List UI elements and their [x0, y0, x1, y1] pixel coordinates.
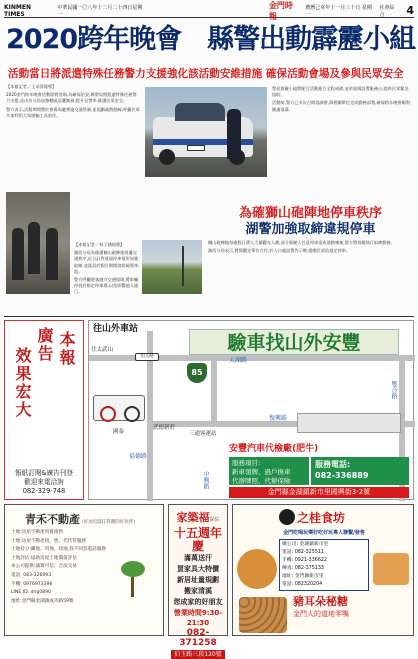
main-headline: 2020跨年晚會 縣警出動霹靂小組 — [6, 24, 416, 55]
road-label: 中興路 — [202, 471, 209, 489]
road — [211, 361, 217, 421]
promo-line: 搬家清溪 — [184, 587, 212, 595]
motorcycle-icon — [93, 395, 145, 421]
road-label: 太湖路 — [229, 357, 248, 364]
list-item: 地址:金門縣金湖鎮成功路59號 — [11, 598, 74, 604]
services-box — [229, 457, 309, 485]
food-slogan-sub: 金門人的道地零嘴 — [293, 610, 349, 618]
roundabout-label: 伯玉路 — [135, 353, 159, 361]
snack-pile-photo — [239, 597, 287, 633]
pole — [182, 246, 184, 286]
info-line: 傳真: 082-375133 — [282, 566, 324, 571]
shop-logo-icon — [279, 509, 295, 525]
furniture-ad — [168, 504, 228, 658]
services-line2: 代辦牌照、代辦保險 — [232, 477, 291, 485]
phone-box — [311, 457, 409, 485]
road-label: 復興路 — [269, 415, 288, 422]
food-shop-ad — [232, 504, 414, 636]
tree-icon — [117, 559, 151, 599]
real-estate-name: 青禾不動產 — [25, 513, 80, 526]
paragraph: 湖西分局表示,將與觀光單位合作,於入口處設置告示牌,提醒民眾依規定停車。 — [208, 248, 351, 254]
shop-building — [297, 413, 401, 433]
furniture-title — [169, 509, 227, 525]
promo-line: 新居址量規劃 — [177, 576, 219, 584]
list-item: 本公司提供:誠實可信、合法交易 — [11, 564, 77, 570]
officer-figure — [46, 228, 58, 280]
list-item: 電話: 083-326093 — [11, 572, 52, 578]
paragraph: 湖西分局為維護獅山砲陣地周邊交通秩序,近日針對違規停車情形加強取締,並派員於假日期間協助疏導車流。 — [74, 250, 139, 274]
info-line: 手機: 0921-336622 — [282, 558, 327, 563]
food-photo — [237, 549, 277, 589]
list-item: 土地持分:購地、買地、找地,找不回答電話服務 — [11, 547, 106, 553]
masthead — [4, 0, 414, 21]
road-label: 雙合路 — [390, 381, 397, 399]
story2-headline-line2: 湖警加強取締違規停車 — [245, 222, 376, 237]
house-ad-contact: 報紙訂閱&廣告刊登 歡迎來電洽詢 082-329-748 — [15, 469, 73, 495]
info-line: 電話: 082320204 — [282, 582, 323, 587]
promo-line: 買家具大特價 — [177, 565, 219, 573]
hill-photo — [142, 240, 202, 294]
food-shop-info — [279, 539, 369, 591]
promo-line: 您成家的好朋友 — [173, 598, 223, 606]
phone-number: 082-336889 — [315, 471, 369, 480]
story2-column-1 — [74, 242, 140, 298]
page-number: 4 — [406, 4, 414, 17]
shop-name: 安豐汽車代檢廠(肥牛) — [229, 444, 319, 454]
list-item: LINE ID: dng0890 — [11, 590, 52, 596]
story1-column-2 — [272, 86, 412, 198]
inspection-station-map-ad — [88, 320, 414, 500]
house-ad-line1: 本報 — [57, 331, 76, 367]
real-estate-title — [25, 511, 135, 527]
swat-team-photo — [6, 192, 70, 294]
house-ad-line2: 廣告 — [35, 327, 54, 363]
map-top-label: 往山外車站 — [93, 324, 139, 334]
info-line: 電話: 082-325511 — [282, 550, 324, 555]
road-label: 福德路 — [129, 453, 148, 460]
sub-headline: 活動當日將派遣特殊任務警力支援強化該活動安維措施 確保活動會場及參與民眾安全 — [8, 68, 404, 80]
house-ad — [4, 320, 84, 500]
paragraph: 2020金門跨年晚會活動即將登場,為確保治安,縣警局將派遣特殊任務警力支援,並由各分局加強轄區巡邏勤務,提升見警率,維護民眾安全。 — [6, 92, 137, 104]
paragraph: 活動前,警方已多次召開協調會,與相關單位完成勤務部署,確保跨年晚會順利圓滿落幕。 — [272, 100, 410, 112]
phone-label: 服務電話: — [315, 460, 351, 469]
paragraph: 【本報記者／林子涵報導】 — [74, 242, 125, 247]
story2-headline-line1: 為確獅山砲陣地停車秩序 — [238, 206, 382, 221]
story1-column-1 — [6, 84, 140, 188]
food-slogan: 豬耳朵秘糖 — [293, 595, 348, 608]
furniture-phone: 082-371258 — [179, 628, 217, 648]
landmark-label: 國泰 — [113, 429, 125, 435]
real-estate-ad — [4, 504, 164, 636]
landmark-label: 三通客運站 — [189, 431, 217, 437]
highway-badge: 85 — [187, 363, 207, 383]
food-photo — [373, 553, 409, 585]
anniversary-label: 十五週年慶 — [173, 526, 222, 553]
paragraph: 警局霹靂小組將配合活動進行全程戒備,並於現場設置服務台,提供民眾緊急協助。 — [272, 86, 409, 98]
paragraph: 警方表示,活動期間將於會場周邊實施交通管制,並規劃疏散動線,呼籲民眾多加利用大眾運輸工具前往。 — [6, 106, 140, 118]
police-car-photo — [145, 87, 267, 177]
business-hours: 營業時間9:30-21:30 — [173, 609, 223, 627]
story2-headline — [208, 206, 413, 238]
real-estate-subtitle: (好加官邸任我選的好伙伴) — [82, 520, 136, 525]
masthead-logo: 金門時報 — [268, 0, 293, 21]
wheel — [159, 149, 175, 165]
officer-figure — [28, 222, 40, 274]
masthead-page-label: 社會綜合 — [379, 4, 395, 18]
furniture-name: 家築福 — [176, 511, 210, 524]
story2-column-2 — [208, 240, 414, 308]
direction-label: 往太武山 — [91, 347, 114, 353]
list-item: 土地評估:協助房屋土地價值評估 — [11, 555, 77, 561]
promo-line: 滿萬送汗 — [184, 554, 212, 562]
food-shop-title: 之桂食坊 — [297, 511, 346, 525]
section-divider — [4, 316, 414, 317]
road-label: 武德新莊 — [153, 425, 176, 431]
list-item: 手機: 0976973396 — [11, 581, 53, 587]
furniture-address: 伯玉路三段120號 — [171, 650, 225, 659]
services-line1: 新車領牌、過戶換車 — [232, 468, 291, 476]
paragraph: 【本報記者／王采蓉報導】 — [6, 84, 57, 89]
services-title: 服務項目: — [232, 459, 261, 467]
paragraph: 獅山砲陣地每逢假日湧入大量觀光人潮,部分駕駛人任意停車造成道路壅塞,警方將持續執行取締勤務。 — [208, 240, 395, 245]
masthead-brand: KINMEN TIMES — [4, 3, 31, 18]
officer-figure — [12, 228, 24, 280]
masthead-date: 農曆己亥年十一月三十日 星期一 — [305, 4, 372, 18]
officer-figure — [227, 109, 241, 159]
paragraph: 警方呼籲遊客遵守交通規則,將車輛停放於指定停車場,以免影響他人通行。 — [74, 277, 139, 295]
map-ad-title: 驗車找山外安豐 — [189, 329, 399, 355]
masthead-issue: 中華民國一〇八年十二月二十四日星期一 — [57, 4, 143, 18]
info-line: 總公司: 金湖鎮新市里 — [282, 542, 329, 547]
house-ad-line3: 效果宏大 — [13, 347, 32, 419]
license-plate — [187, 145, 205, 151]
furniture-tag: 保佑 — [209, 517, 220, 523]
list-item: 土地:房屋不動產買賣租售 — [11, 530, 64, 535]
list-item: 土地:房屋不動產租、售、代代管服務 — [11, 538, 87, 544]
info-line: 地址: 金門縣新市里 — [282, 574, 324, 579]
shop-address: 金門縣金湖鎮新市里國興街3-2號 — [229, 487, 409, 498]
food-shop-ribbon: 金門吃喝玩樂好吃好玩專人聯繫/發售 — [283, 530, 365, 536]
